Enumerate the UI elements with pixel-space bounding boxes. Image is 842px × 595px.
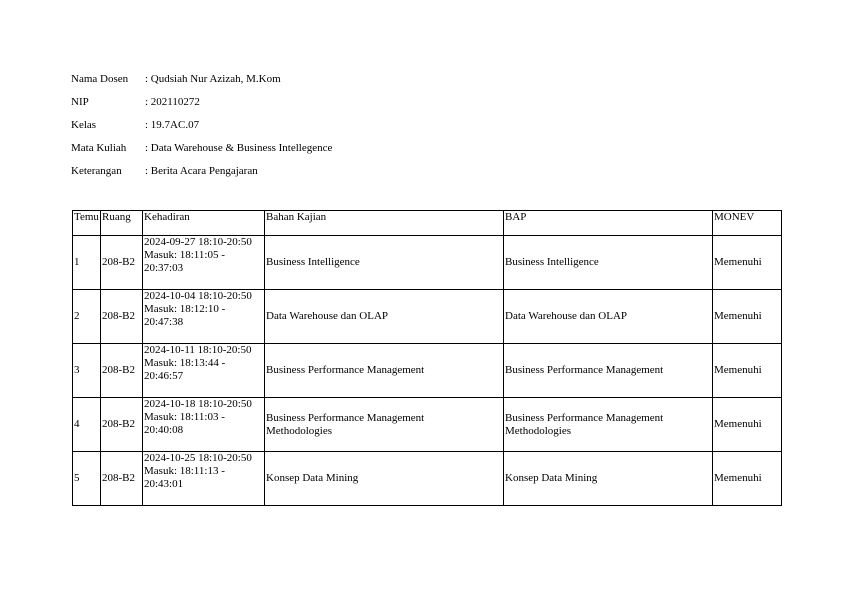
info-value: : 202110272 [145, 96, 200, 108]
info-label: Keterangan [71, 165, 122, 177]
header-bahan-kajian: Bahan Kajian [265, 211, 504, 236]
cell-bap [504, 290, 713, 344]
info-value: : Qudsiah Nur Azizah, M.Kom [145, 73, 281, 85]
kehadiran-jadwal: 2024-10-04 18:10-20:50 [144, 290, 252, 302]
kehadiran-masuk: Masuk: 18:11:13 - [144, 465, 225, 477]
header-ruang: Ruang [101, 211, 143, 236]
table-row [73, 290, 782, 344]
info-label: Mata Kuliah [71, 142, 127, 154]
kehadiran-masuk: Masuk: 18:11:05 - [144, 249, 225, 261]
kehadiran-masuk: Masuk: 18:11:03 - [144, 411, 225, 423]
cell-bahan-kajian [265, 290, 504, 344]
teaching-report-table [72, 210, 782, 506]
info-row [71, 94, 332, 117]
bap-line: Business Intelligence [505, 256, 599, 268]
cell-temu: 2 [73, 290, 101, 344]
kehadiran-jadwal: 2024-10-25 18:10-20:50 [144, 452, 252, 464]
cell-temu: 4 [73, 398, 101, 452]
info-value: : 19.7AC.07 [145, 119, 200, 131]
bahan-line: Business Performance Management [266, 411, 425, 424]
info-row [71, 163, 332, 186]
cell-ruang: 208-B2 [101, 236, 143, 290]
lecturer-info [71, 71, 332, 186]
cell-temu: 1 [73, 236, 101, 290]
info-row [71, 71, 332, 94]
cell-bap [504, 398, 713, 452]
bahan-line: Business Intelligence [266, 256, 360, 268]
cell-bahan-kajian [265, 236, 504, 290]
cell-monev: Memenuhi [713, 452, 782, 506]
bap-line: Methodologies [505, 424, 571, 437]
header-kehadiran: Kehadiran [143, 211, 265, 236]
table-row [73, 398, 782, 452]
kehadiran-masuk: Masuk: 18:13:44 - [144, 357, 226, 369]
info-row [71, 117, 332, 140]
bahan-line: Methodologies [266, 424, 332, 437]
table-row [73, 344, 782, 398]
cell-monev: Memenuhi [713, 344, 782, 398]
info-value: : Berita Acara Pengajaran [145, 165, 258, 177]
kehadiran-jadwal: 2024-10-11 18:10-20:50 [144, 344, 252, 356]
kehadiran-keluar: 20:47:38 [144, 316, 184, 328]
cell-kehadiran [143, 452, 265, 506]
cell-ruang: 208-B2 [101, 398, 143, 452]
header-bap: BAP [504, 211, 713, 236]
cell-kehadiran [143, 236, 265, 290]
cell-ruang: 208-B2 [101, 344, 143, 398]
cell-temu: 5 [73, 452, 101, 506]
header-temu: Temu [73, 211, 101, 236]
kehadiran-keluar: 20:43:01 [144, 478, 184, 490]
cell-ruang: 208-B2 [101, 290, 143, 344]
info-label: Nama Dosen [71, 73, 129, 85]
cell-monev: Memenuhi [713, 398, 782, 452]
cell-bahan-kajian [265, 398, 504, 452]
bap-line: Data Warehouse dan OLAP [505, 310, 628, 322]
bap-line: Business Performance Management [505, 364, 664, 376]
kehadiran-keluar: 20:37:03 [144, 262, 184, 274]
cell-bap [504, 452, 713, 506]
kehadiran-keluar: 20:46:57 [144, 370, 184, 382]
info-row [71, 140, 332, 163]
cell-bap [504, 344, 713, 398]
cell-kehadiran [143, 398, 265, 452]
table-header-row [73, 211, 782, 236]
header-monev: MONEV [713, 211, 782, 236]
cell-bahan-kajian [265, 452, 504, 506]
bahan-line: Data Warehouse dan OLAP [266, 310, 389, 322]
bap-line: Business Performance Management [505, 411, 664, 424]
cell-kehadiran [143, 344, 265, 398]
kehadiran-jadwal: 2024-10-18 18:10-20:50 [144, 398, 252, 410]
cell-monev: Memenuhi [713, 236, 782, 290]
kehadiran-masuk: Masuk: 18:12:10 - [144, 303, 226, 315]
bap-line: Konsep Data Mining [505, 472, 598, 484]
cell-kehadiran [143, 290, 265, 344]
bahan-line: Business Performance Management [266, 364, 425, 376]
kehadiran-keluar: 20:40:08 [144, 424, 184, 436]
table-row [73, 236, 782, 290]
bahan-line: Konsep Data Mining [266, 472, 359, 484]
cell-ruang: 208-B2 [101, 452, 143, 506]
cell-bahan-kajian [265, 344, 504, 398]
table-row [73, 452, 782, 506]
cell-temu: 3 [73, 344, 101, 398]
kehadiran-jadwal: 2024-09-27 18:10-20:50 [144, 236, 252, 248]
info-label: Kelas [71, 119, 97, 131]
cell-bap [504, 236, 713, 290]
info-value: : Data Warehouse & Business Intellegence [145, 142, 333, 154]
info-label: NIP [71, 96, 89, 108]
cell-monev: Memenuhi [713, 290, 782, 344]
